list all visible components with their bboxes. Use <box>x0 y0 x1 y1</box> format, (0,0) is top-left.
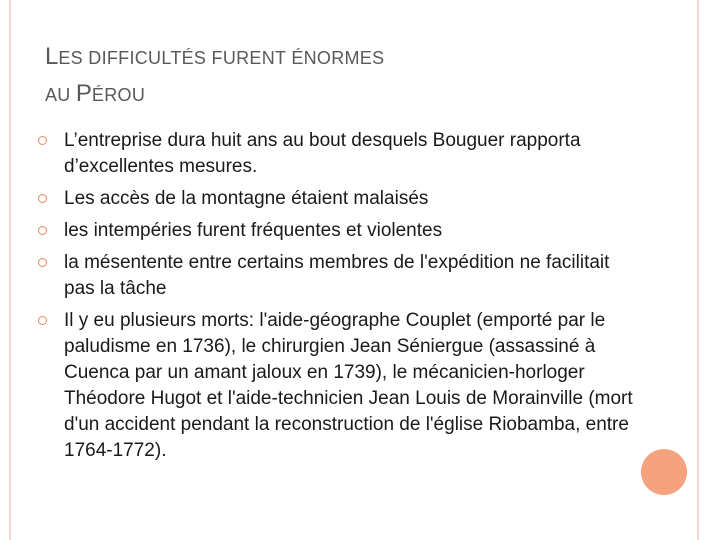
bullet-icon <box>38 258 47 267</box>
bullet-item-4 <box>45 250 645 302</box>
bullet-icon <box>38 194 47 203</box>
bullet-icon <box>38 316 47 325</box>
bullet-text-1: L’entreprise dura huit ans au bout desquels Bouguer rapporta d’excellentes mesures. <box>64 130 581 177</box>
bullet-item-1 <box>45 128 645 180</box>
bullet-text-5: Il y eu plusieurs morts: l'aide-géographe Couplet (emporté par le paludisme en 1736), le chirurgien Jean Séniergue (assassiné à Cuenca par un amant jaloux en 1739), le mécanicien-horloger Théodore Hugot et l'aide-technicien Jean Louis de Morainville (mort d'un accident pendant la reconstruction de l'église Riobamba, entre 1764-1772). <box>64 310 633 461</box>
slide-title <box>45 40 645 114</box>
bullet-list <box>45 128 645 470</box>
title-text-1: ES DIFFICULTÉS FURENT ÉNORMES <box>58 48 385 68</box>
bullet-icon <box>38 136 47 145</box>
right-border-line <box>697 0 699 540</box>
title-cap-l: L <box>45 43 59 70</box>
bullet-text-4: la mésentente entre certains membres de l'expédition ne facilitait pas la tâche <box>64 252 610 299</box>
bullet-text-3: les intempéries furent fréquentes et violentes <box>64 220 443 241</box>
bullet-icon <box>38 226 47 235</box>
bullet-text-2: Les accès de la montagne étaient malaisés <box>64 188 429 209</box>
title-cap-p: P <box>75 80 92 107</box>
decorative-circle <box>641 449 687 495</box>
bullet-item-5 <box>45 308 645 464</box>
title-line-1 <box>45 40 645 77</box>
title-text-2a: AU <box>45 85 76 105</box>
title-line-2 <box>45 77 645 114</box>
bullet-item-3 <box>45 218 645 244</box>
bullet-item-2 <box>45 186 645 212</box>
left-border-line <box>9 0 11 540</box>
title-text-2b: ÉROU <box>91 85 146 105</box>
